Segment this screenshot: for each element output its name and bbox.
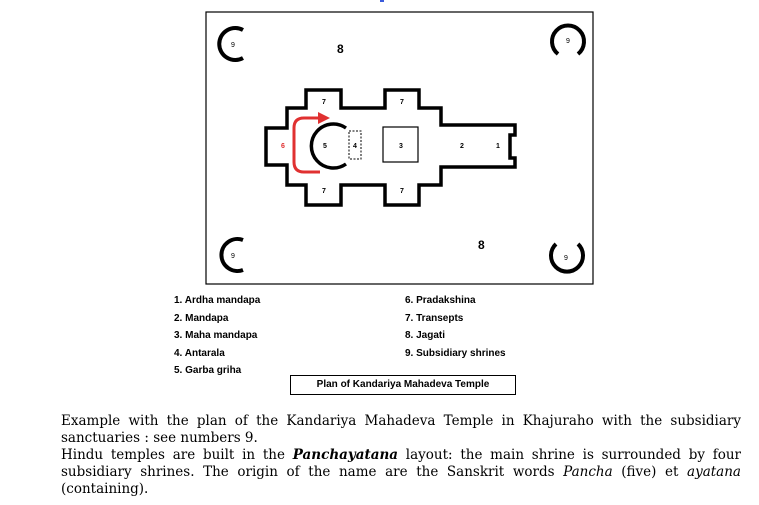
ardha-mandapa-label: 1 [496,143,500,150]
pradakshina-label: 6 [281,143,285,150]
transept-label-tl: 7 [322,99,326,106]
maha-mandapa-label: 3 [399,143,403,150]
legend-item: 9. Subsidiary shrines [405,347,506,359]
transept-label-bl: 7 [322,188,326,195]
jagati-label-bottom: 8 [478,238,485,252]
text-run: (five) et [612,464,688,480]
garbha-griha-circle [311,124,346,168]
text-run: (containing). [61,481,149,497]
paragraph-example: Example with the plan of the Kandariya Mahadeva Temple in Khajuraho with the subsidiary sanctuaries : see numbers 9. [61,413,741,446]
plan-caption: Plan of Kandariya Mahadeva Temple [290,375,516,395]
jagati-label-top: 8 [337,42,344,56]
transept-label-br: 7 [400,188,404,195]
legend-right [405,292,506,362]
legend-left [174,292,260,380]
pancha-term: Pancha [563,464,613,480]
paragraph-panchayatana [61,447,741,498]
subsidiary-shrine-tl [219,28,243,60]
body-text [61,413,741,498]
pradakshina-arrowhead [318,112,330,124]
shrine-label-tl: 9 [231,42,235,49]
ayatana-term: ayatana [687,464,741,480]
subsidiary-shrine-bl [221,239,243,271]
transept-label-tr: 7 [400,99,404,106]
temple-outline [266,90,515,205]
text-run: layout: the main shrine is surrounded by four subsidiary shrines. The origin of the name are the Sanskrit words [61,447,741,480]
garbha-label: 5 [323,143,327,150]
subsidiary-shrine-br [551,244,583,272]
text-run: Hindu temples are built in the [61,447,293,463]
pradakshina-arrow [294,118,320,172]
legend-item: 8. Jagati [405,330,446,341]
legend-item: 3. Maha mandapa [174,330,258,341]
legend-item: 2. Mandapa [174,312,229,324]
legend-item: 5. Garba griha [174,365,242,376]
antarala-label: 4 [353,143,357,150]
legend-item: 7. Transepts [405,312,464,324]
legend-item: 4. Antarala [174,347,225,359]
shrine-label-br: 9 [564,255,568,262]
shrine-label-tr: 9 [566,38,570,45]
shrine-label-bl: 9 [231,253,235,260]
legend-item: 6. Pradakshina [405,295,476,306]
panchayatana-term: Panchayatana [292,447,399,463]
legend-item: 1. Ardha mandapa [174,295,261,306]
mandapa-label: 2 [460,143,464,150]
subsidiary-shrine-tr [552,26,584,54]
